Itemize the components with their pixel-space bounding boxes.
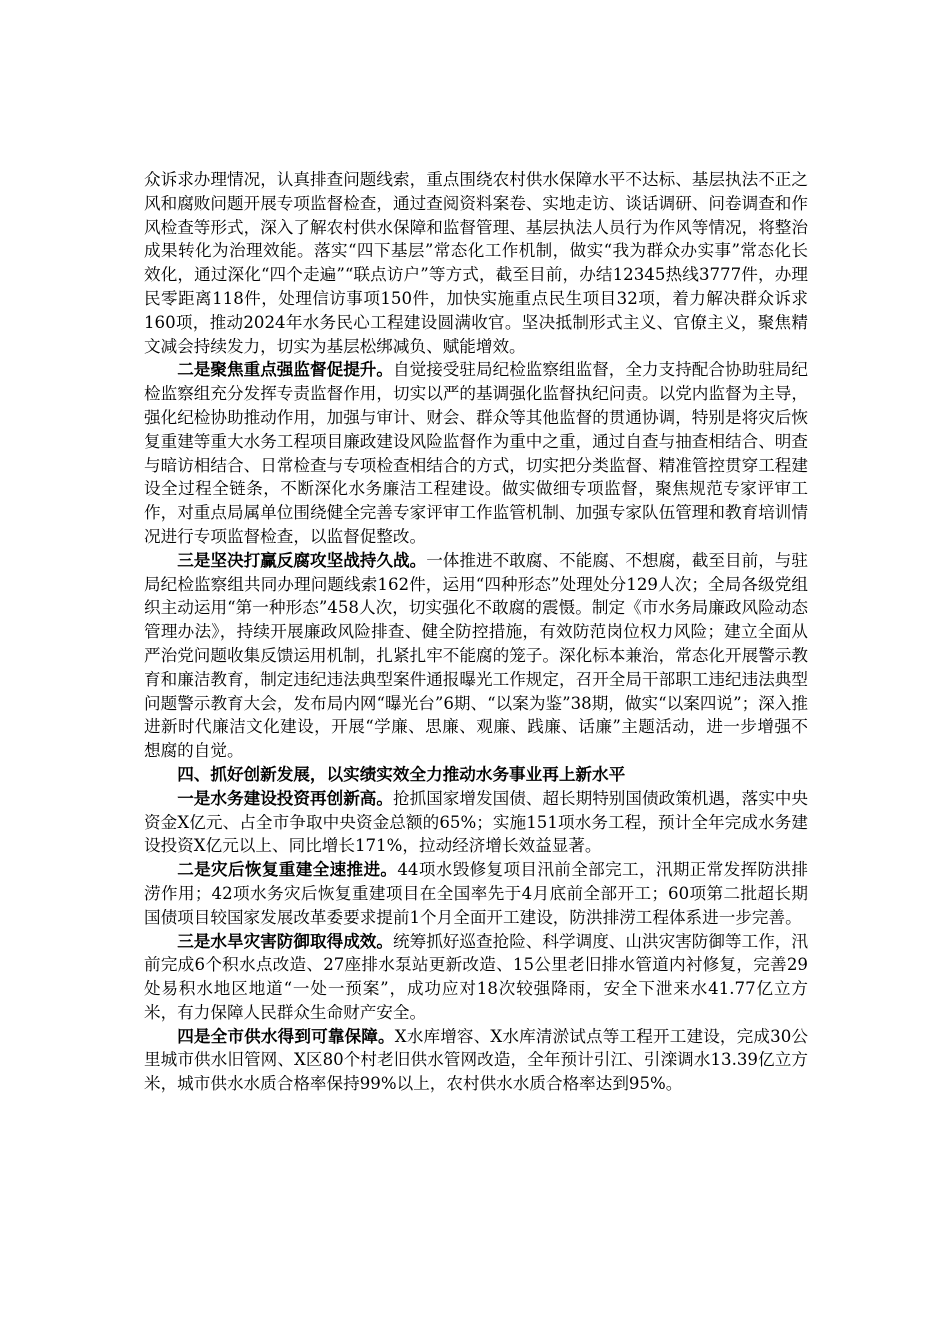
paragraph-supervision: [144, 358, 808, 548]
paragraph-text: 统筹抓好巡查抢险、科学调度、山洪灾害防御等工作，汛前完成6个积水点改造、27座排水泵站更新改造、15公里老旧排水管道内衬修复，完善29处易积水地区地道“一处一预案”，成功应对18次较强降雨，安全下泄来水41.77亿立方米，有力保障人民群众生命财产安全。: [144, 931, 809, 1022]
paragraph-reconstruction: [144, 858, 808, 929]
paragraph-text: 一体推进不敢腐、不能腐、不想腐，截至目前，与驻局纪检监察组共同办理问题线索162件，运用“四种形态”处理处分129人次；全局各级党组织主动运用“第一种形态”458人次，切实强化不敢腐的震慑。制定《市水务局廉政风险动态管理办法》，持续开展廉政风险排查、健全防控措施，有效防范岗位权力风险；建立全面从严治党问题收集反馈运用机制，扎紧扎牢不能腐的笼子。深化标本兼治，常态化开展警示教育和廉洁教育，制定违纪违法典型案件通报曝光工作规定，召开全局干部职工违纪违法典型问题警示教育大会，发布局内网“曝光台”6期、“以案为鉴”38期，做实“以案四说”；深入推进新时代廉洁文化建设，开展“学廉、思廉、观廉、践廉、话廉”主题活动，进一步增强不想腐的自觉。: [144, 550, 809, 761]
paragraph-lead: 三是坚决打赢反腐攻坚战持久战。: [177, 549, 427, 570]
paragraph-lead: 四是全市供水得到可靠保障。: [177, 1025, 395, 1046]
paragraph-text: 自觉接受驻局纪检监察组监督，全力支持配合协助驻局纪检监察组充分发挥专责监督作用，切实以严的基调强化监督执纪问责。以党内监督为主导，强化纪检协助推动作用，加强与审计、财会、群众等其他监督的贯通协调，特别是将灾后恢复重建等重大水务工程项目廉政建设风险监督作为重中之重，通过自查与抽查相结合、明查与暗访相结合、日常检查与专项检查相结合的方式，切实把分类监督、精准管控贯穿工程建设全过程全链条，不断深化水务廉洁工程建设。做实做细专项监督，聚焦规范专家评审工作，对重点局属单位围绕健全完善专家评审工作监管机制、加强专家队伍管理和教育培训情况进行专项监督检查，以监督促整改。: [144, 360, 809, 546]
paragraph-lead: 二是灾后恢复重建全速推进。: [177, 859, 398, 880]
paragraph-lead: 三是水旱灾害防御取得成效。: [177, 930, 393, 951]
paragraph-water-supply: [144, 1025, 808, 1096]
paragraph-continued: [144, 168, 808, 358]
paragraph-investment: [144, 787, 808, 858]
paragraph-text: 44项水毁修复项目汛前全部完工，汛期正常发挥防洪排涝作用；42项水务灾后恢复重建项目在全国率先于4月底前全部开工；60项第二批超长期国债项目较国家发展改革委要求提前1个月全面开工建设，防洪排涝工程体系进一步完善。: [144, 860, 808, 927]
paragraph-disaster-prevention: [144, 930, 808, 1025]
paragraph-text: 众诉求办理情况，认真排查问题线索，重点围绕农村供水保障水平不达标、基层执法不正之风和腐败问题开展专项监督检查，通过查阅资料案卷、实地走访、谈话调研、问卷调查和作风检查等形式，深入了解农村供水保障和监督管理、基层执法人员行为作风等情况，将整治成果转化为治理效能。落实“四下基层”常态化工作机制，做实“我为群众办实事”常态化长效化，通过深化“四个走遍”“联点访户”等方式，截至目前，办结12345热线3777件，办理民零距离118件，处理信访事项150件，加快实施重点民生项目32项，着力解决群众诉求160项，推动2024年水务民心工程建设圆满收官。坚决抵制形式主义、官僚主义，聚焦精文减会持续发力，切实为基层松绑减负、赋能增效。: [144, 170, 808, 356]
section-heading: 四、抓好创新发展，以实绩实效全力推动水务事业再上新水平: [177, 763, 626, 784]
paragraph-lead: 一是水务建设投资再创新高。: [177, 787, 393, 808]
paragraph-anti-corruption: [144, 549, 808, 763]
paragraph-text: X水库增容、X水库清淤试点等工程开工建设，完成30公里城市供水旧管网、X区80个村老旧供水管网改造，全年预计引江、引滦调水13.39亿立方米，城市供水水质合格率保持99%以上，农村供水水质合格率达到95%。: [144, 1026, 808, 1094]
paragraph-lead: 二是聚焦重点强监督促提升。: [177, 359, 393, 380]
paragraph-text: 抢抓国家增发国债、超长期特别国债政策机遇，落实中央资金X亿元、占全市争取中央资金总额的65%；实施151项水务工程，预计全年完成水务建设投资X亿元以上、同比增长171%，拉动经济增长效益显著。: [144, 788, 809, 856]
document-page: [144, 168, 808, 1096]
